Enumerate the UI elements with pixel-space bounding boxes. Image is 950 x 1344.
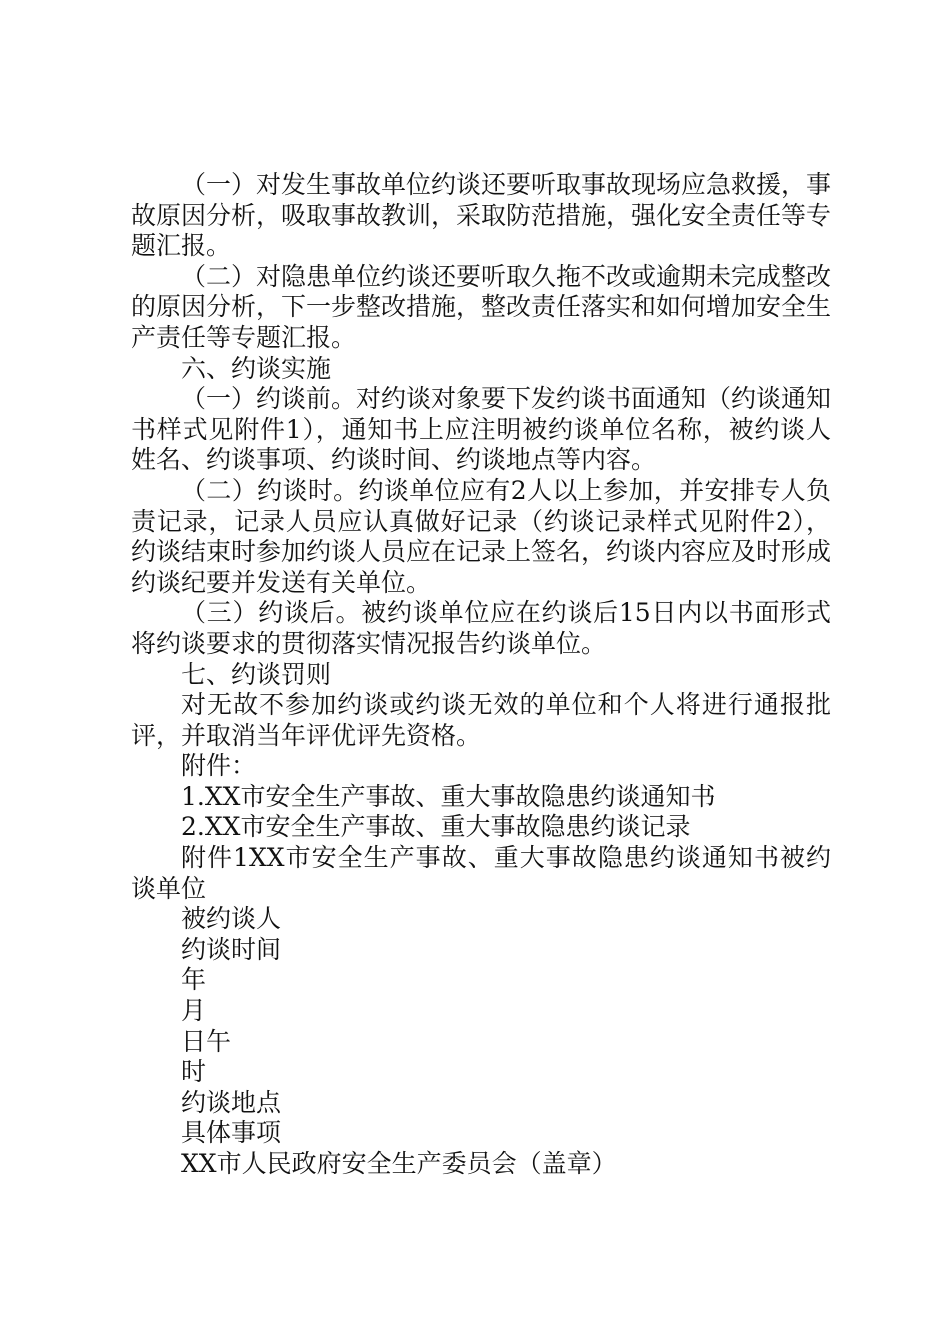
paragraph-accident-report: （一）对发生事故单位约谈还要听取事故现场应急救援，事故原因分析，吸取事故教训，采取防范措施，强化安全责任等专题汇报。 [131,170,832,261]
field-month: 月 [181,996,207,1026]
attachments-label: 附件： [181,751,257,781]
field-interview-time: 约谈时间 [181,934,282,964]
heading-section-seven: 七、约谈罚则 [181,659,332,689]
paragraph-penalty: 对无故不参加约谈或约谈无效的单位和个人将进行通报批评，并取消当年评优评先资格。 [131,690,831,750]
field-year: 年 [181,965,207,995]
heading-section-six: 六、约谈实施 [181,353,332,383]
field-hour: 时 [181,1057,207,1087]
field-interviewee: 被约谈人 [181,904,282,934]
attachment-item-1: 1.XX市安全生产事故、重大事故隐患约谈通知书 [181,781,716,811]
field-day-noon: 日午 [181,1026,232,1056]
field-interview-location: 约谈地点 [181,1087,282,1117]
attachment-1-title: 附件1XX市安全生产事故、重大事故隐患约谈通知书被约谈单位 [131,843,831,903]
attachment-item-2: 2.XX市安全生产事故、重大事故隐患约谈记录 [181,812,691,842]
issuer-signature-line: XX市人民政府安全生产委员会（盖章） [181,1149,617,1178]
paragraph-during-interview: （二）约谈时。约谈单位应有2人以上参加，并安排专人负责记录，记录人员应认真做好记录（约谈记录样式见附件2），约谈结束时参加约谈人员应在记录上签名，约谈内容应及时形成约谈纪要并发送有关单位。 [131,475,832,597]
document-body [131,170,831,1180]
paragraph-after-interview: （三）约谈后。被约谈单位应在约谈后15日内以书面形式将约谈要求的贯彻落实情况报告约谈单位。 [131,598,831,658]
field-specific-matters: 具体事项 [181,1118,282,1148]
paragraph-hazard-report: （二）对隐患单位约谈还要听取久拖不改或逾期未完成整改的原因分析，下一步整改措施，整改责任落实和如何增加安全生产责任等专题汇报。 [131,261,832,352]
paragraph-before-interview: （一）约谈前。对约谈对象要下发约谈书面通知（约谈通知书样式见附件1），通知书上应注明被约谈单位名称，被约谈人姓名、约谈事项、约谈时间、约谈地点等内容。 [131,384,832,475]
